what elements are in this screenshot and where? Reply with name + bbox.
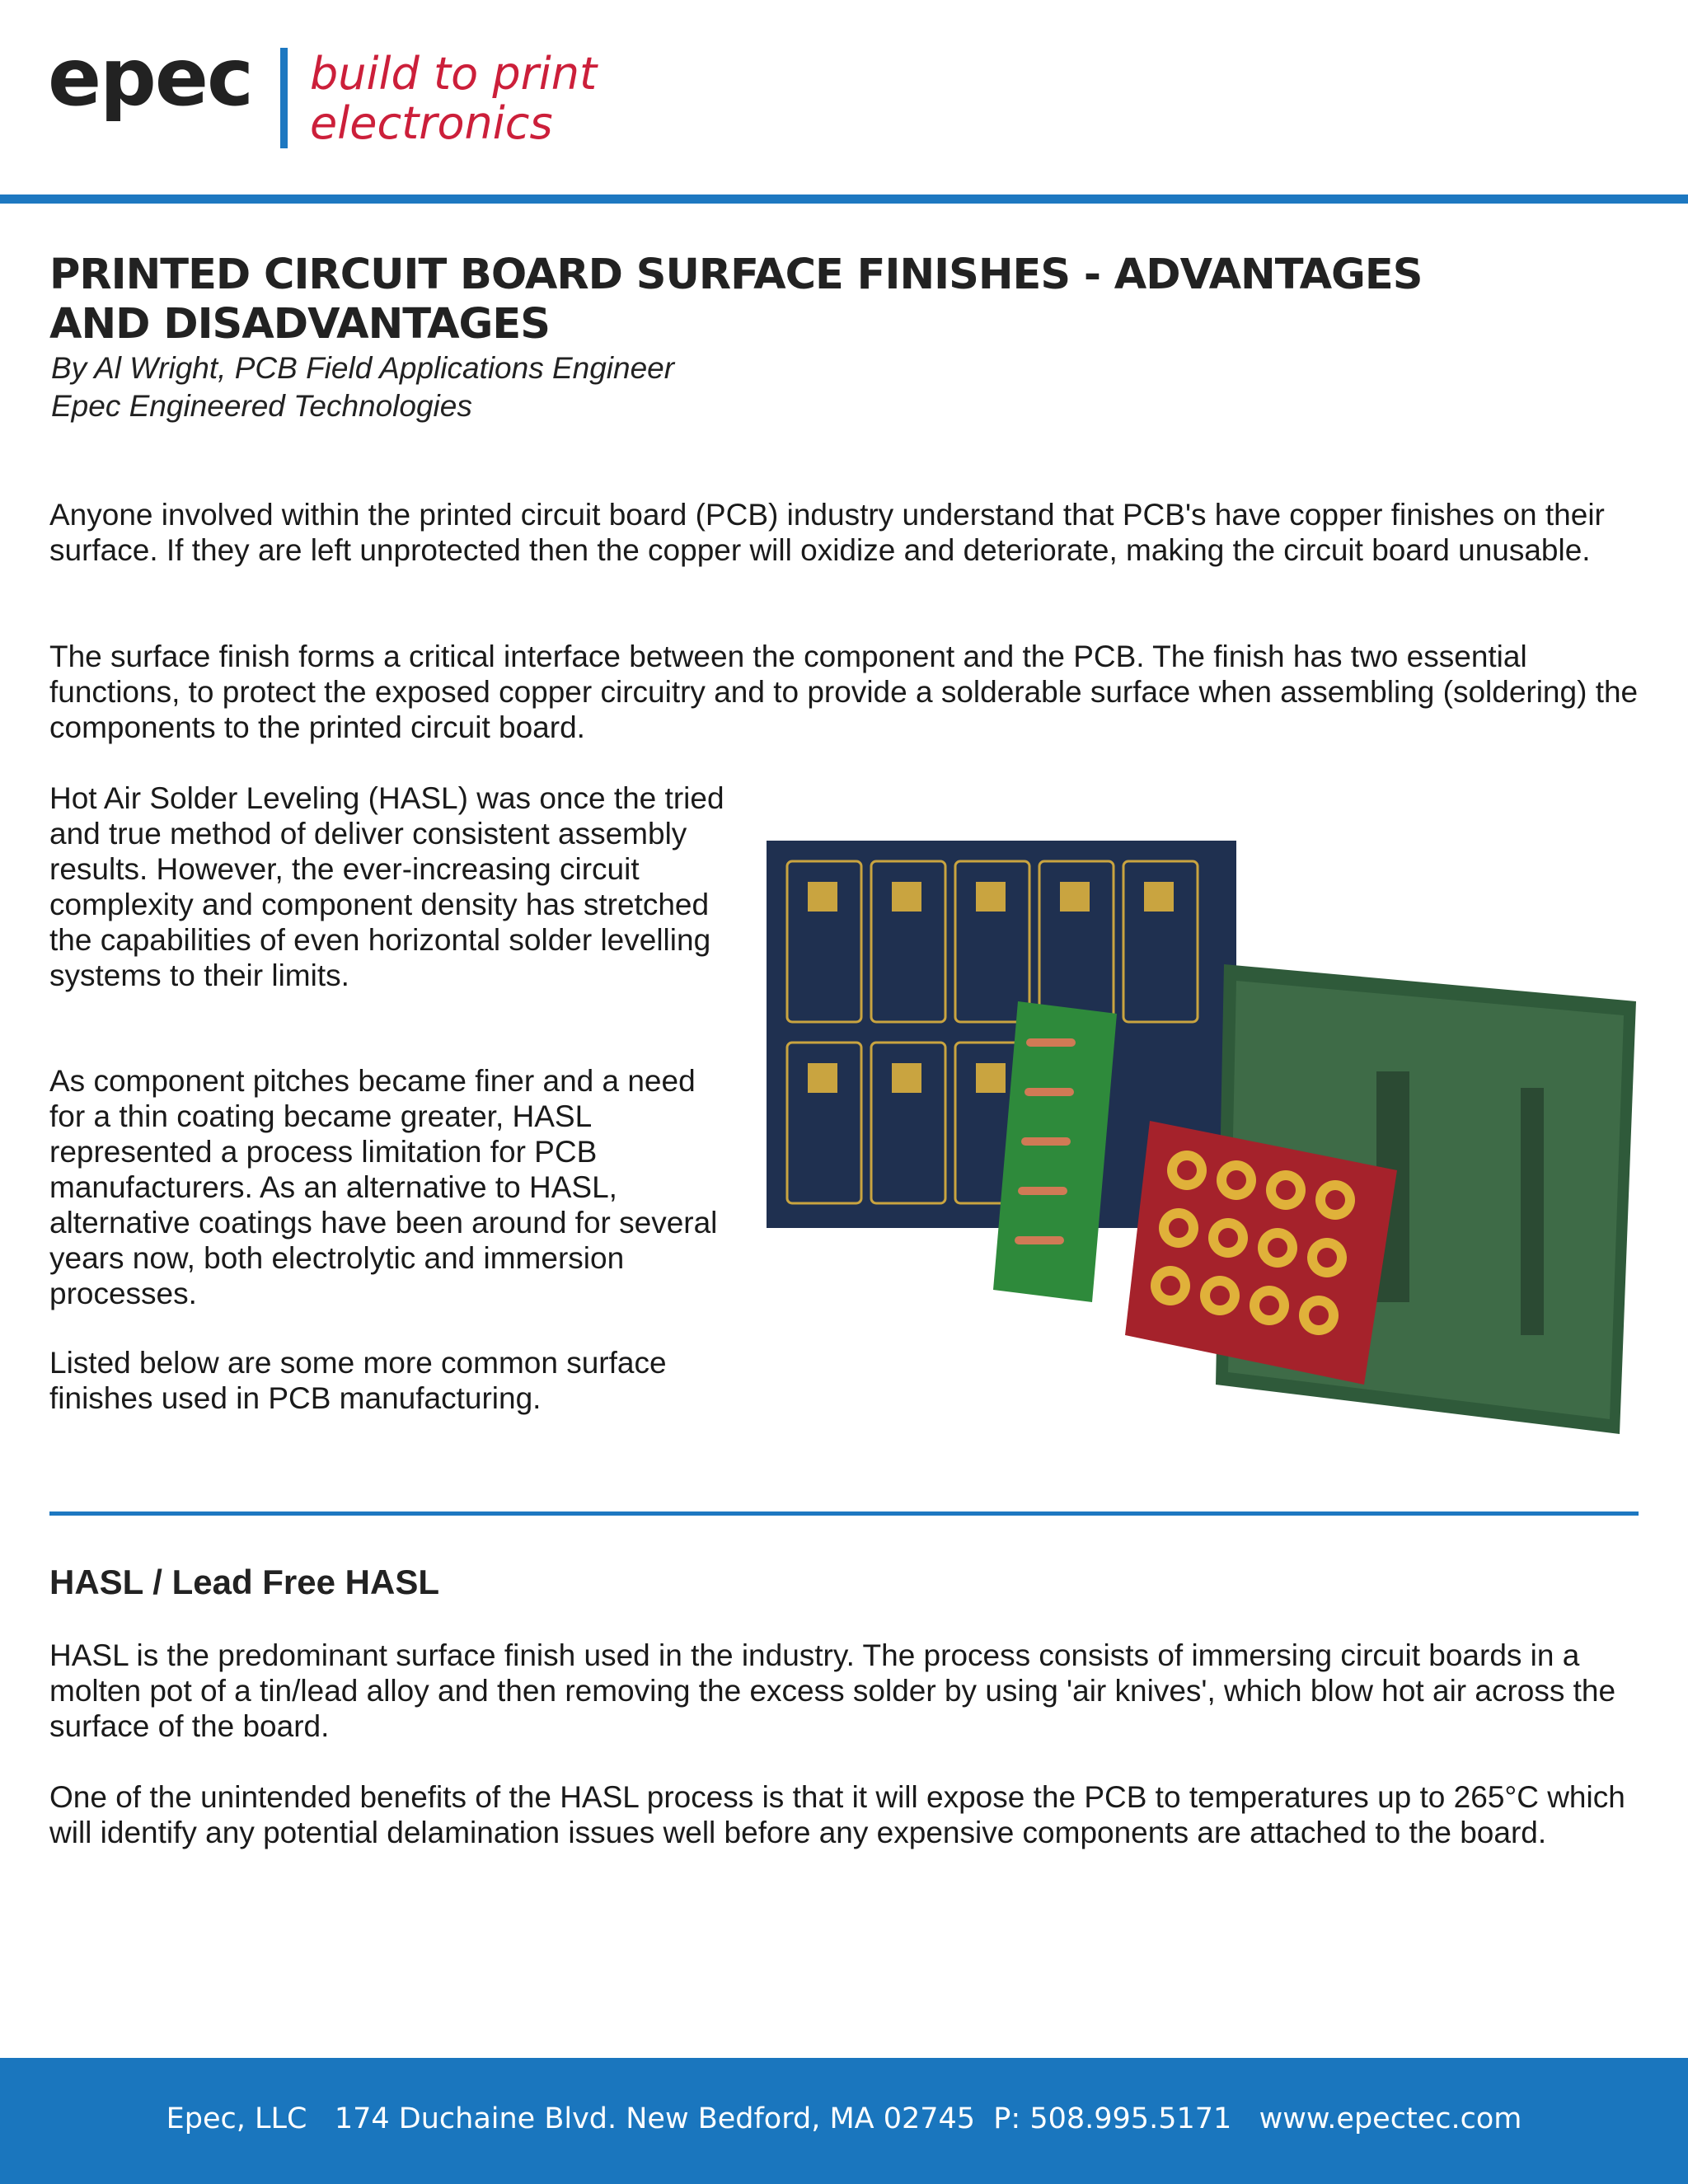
byline-company: Epec Engineered Technologies bbox=[51, 389, 472, 423]
section-divider bbox=[49, 1511, 1639, 1516]
intro-paragraph-3: Hot Air Solder Leveling (HASL) was once the tried and true method of deliver consistent assembly results. However, the ever-increasing circuit complexity and component density has stretched the capabilities of even horizontal solder levelling systems to their limits. bbox=[49, 781, 724, 992]
intro-paragraph-2: The surface finish forms a critical interface between the component and the PCB. The finish has two essential functions, to protect the exposed copper circuitry and to provide a solderable surface when assembling (soldering) the components to the printed circuit board. bbox=[49, 640, 1639, 744]
page-header bbox=[0, 0, 1688, 191]
hasl-paragraph-1: HASL is the predominant surface finish used in the industry. The process consists of immersing circuit boards in a molten pot of a tin/lead alloy and then removing the excess solder by using 'air knives', which blow hot air across the surface of the board. bbox=[49, 1638, 1616, 1743]
logo-divider bbox=[280, 48, 288, 148]
footer-contact: Epec, LLC 174 Duchaine Blvd. New Bedford, MA 02745 P: 508.995.5171 www.epectec.com bbox=[166, 2102, 1522, 2135]
byline-author: By Al Wright, PCB Field Applications Engineer bbox=[51, 351, 675, 385]
intro-paragraph-5: Listed below are some more common surface finishes used in PCB manufacturing. bbox=[49, 1346, 667, 1415]
epec-logo: epec bbox=[48, 31, 252, 124]
intro-paragraph-4: As component pitches became finer and a need for a thin coating became greater, HASL represented a process limitation for PCB manufacturers. As an alternative to HASL, alternative coatings have been around for several years now, both electrolytic and immersion processes. bbox=[49, 1064, 718, 1310]
tagline-line-2: electronics bbox=[310, 97, 553, 149]
pcb-boards-photo bbox=[762, 824, 1644, 1467]
hasl-paragraph-2: One of the unintended benefits of the HASL process is that it will expose the PCB to temperatures up to 265°C which will identify any potential delamination issues well before any expensive components are attached to the board. bbox=[49, 1780, 1625, 1849]
section-heading: HASL / Lead Free HASL bbox=[49, 1563, 439, 1601]
article-title: PRINTED CIRCUIT BOARD SURFACE FINISHES - ADVANTAGES AND DISADVANTAGES bbox=[49, 251, 1423, 349]
header-rule bbox=[0, 194, 1688, 204]
article-byline bbox=[51, 349, 674, 425]
intro-paragraph-1: Anyone involved within the printed circuit board (PCB) industry understand that PCB's have copper finishes on their surface. If they are left unprotected then the copper will oxidize and deteriorate, making the circuit board unusable. bbox=[49, 498, 1605, 567]
page-footer bbox=[0, 2058, 1688, 2184]
tagline-line-1: build to print bbox=[310, 48, 598, 100]
logo-tagline bbox=[310, 49, 597, 148]
